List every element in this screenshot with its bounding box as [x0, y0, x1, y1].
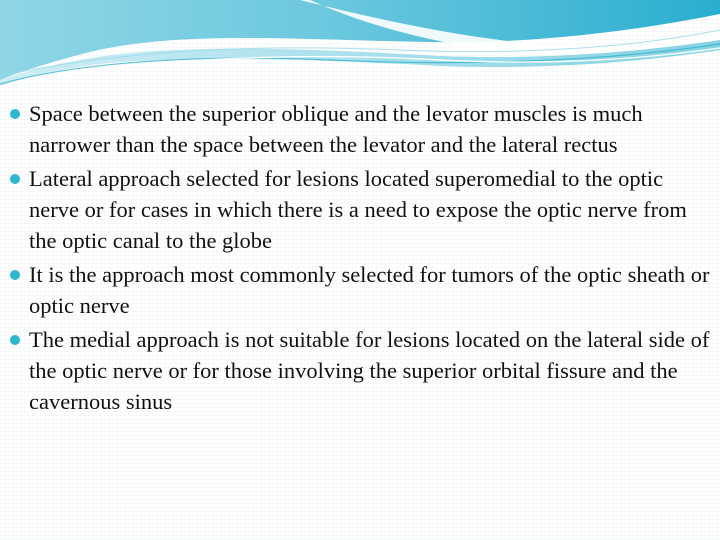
bullet-dot-icon [10, 335, 20, 345]
header-wave-decoration [0, 0, 720, 90]
bullet-dot-icon [10, 174, 20, 184]
bullet-text: It is the approach most commonly selected for tumors of the optic sheath or optic nerve [29, 262, 710, 318]
bullet-item [10, 98, 712, 160]
bullet-item [10, 259, 712, 321]
bullet-text: Lateral approach selected for lesions located superomedial to the optic nerve or for cases in which there is a need to expose the optic nerve from the optic canal to the globe [29, 166, 687, 253]
bullet-dot-icon [10, 109, 20, 119]
bullet-text: Space between the superior oblique and the levator muscles is much narrower than the space between the levator and the lateral rectus [29, 101, 643, 157]
bullet-item [10, 324, 712, 417]
bullet-list [10, 98, 712, 420]
bullet-text: The medial approach is not suitable for lesions located on the lateral side of the optic nerve or for those involving the superior orbital fissure and the cavernous sinus [29, 327, 710, 414]
bullet-dot-icon [10, 270, 20, 280]
bullet-item [10, 163, 712, 256]
